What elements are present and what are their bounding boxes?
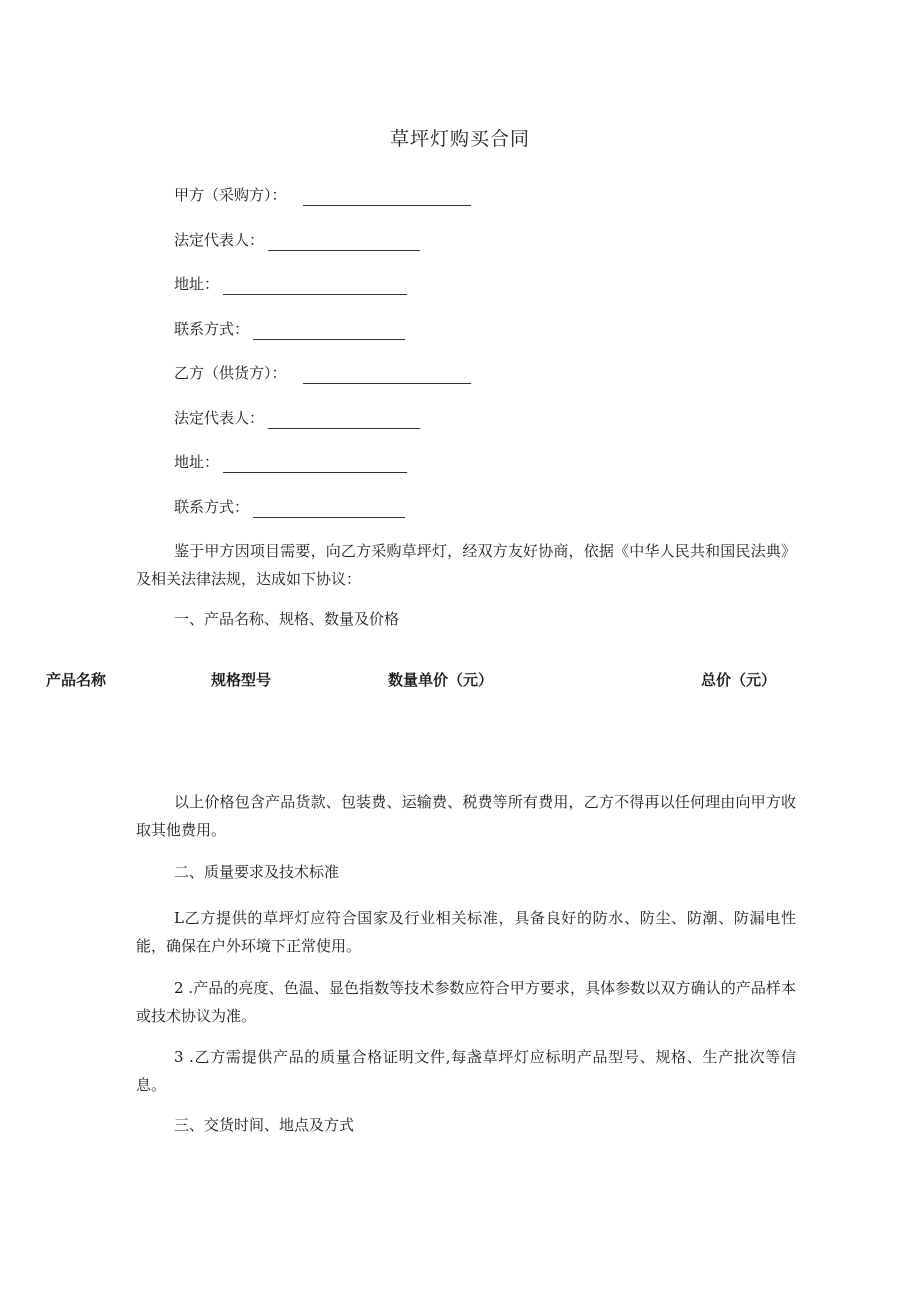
- party-a-blank: [303, 189, 471, 206]
- party-b-contact-label: 联系方式：: [174, 498, 250, 516]
- table-header-total-price: 总价（元）: [701, 671, 777, 689]
- party-b-representative-field: [174, 407, 420, 429]
- party-b-address-label: 地址：: [174, 453, 220, 471]
- quality-item-1: L乙方提供的草坪灯应符合国家及行业相关标准，具备良好的防水、防尘、防潮、防漏电性能，确保在户外环境下正常使用。: [136, 909, 796, 955]
- party-a-representative-blank: [268, 234, 420, 251]
- party-b-blank: [303, 367, 471, 384]
- table-header-quantity-unit-price: 数量单价（元）: [388, 671, 494, 689]
- party-b-contact-field: [174, 496, 405, 518]
- party-a-contact-field: [174, 318, 405, 340]
- party-a-representative-label: 法定代表人：: [174, 231, 265, 249]
- party-a-field: [174, 184, 471, 206]
- party-a-representative-field: [174, 229, 420, 251]
- party-a-address-label: 地址：: [174, 275, 220, 293]
- section-2-heading: 二、质量要求及技术标准: [174, 863, 340, 881]
- party-b-representative-blank: [268, 412, 420, 429]
- page-title: 草坪灯购买合同: [389, 128, 530, 150]
- quality-item-2: 2 .产品的亮度、色温、显色指数等技术参数应符合甲方要求，具体参数以双方确认的产品样本或技术协议为准。: [136, 979, 796, 1025]
- party-b-representative-label: 法定代表人：: [174, 409, 265, 427]
- party-a-contact-label: 联系方式：: [174, 320, 250, 338]
- party-b-field: [174, 362, 471, 384]
- intro-paragraph: 鉴于甲方因项目需要，向乙方采购草坪灯，经双方友好协商，依据《中华人民共和国民法典》及相关法律法规，达成如下协议：: [136, 542, 796, 588]
- party-a-address-field: [174, 273, 407, 295]
- table-header-product-name: 产品名称: [46, 671, 107, 689]
- party-a-label: 甲方（采购方）：: [174, 186, 287, 204]
- party-a-address-blank: [223, 278, 407, 295]
- quality-item-3: 3 .乙方需提供产品的质量合格证明文件,每盏草坪灯应标明产品型号、规格、生产批次等信息。: [136, 1048, 796, 1094]
- party-a-contact-blank: [253, 323, 405, 340]
- party-b-address-field: [174, 451, 407, 473]
- party-b-address-blank: [223, 456, 407, 473]
- party-b-contact-blank: [253, 501, 405, 518]
- section-1-heading: 一、产品名称、规格、数量及价格: [174, 610, 400, 628]
- table-header-spec-model: 规格型号: [211, 671, 272, 689]
- price-note-paragraph: 以上价格包含产品货款、包装费、运输费、税费等所有费用，乙方不得再以任何理由向甲方收取其他费用。: [136, 793, 796, 839]
- section-3-heading: 三、交货时间、地点及方式: [174, 1116, 355, 1134]
- party-b-label: 乙方（供货方）：: [174, 364, 287, 382]
